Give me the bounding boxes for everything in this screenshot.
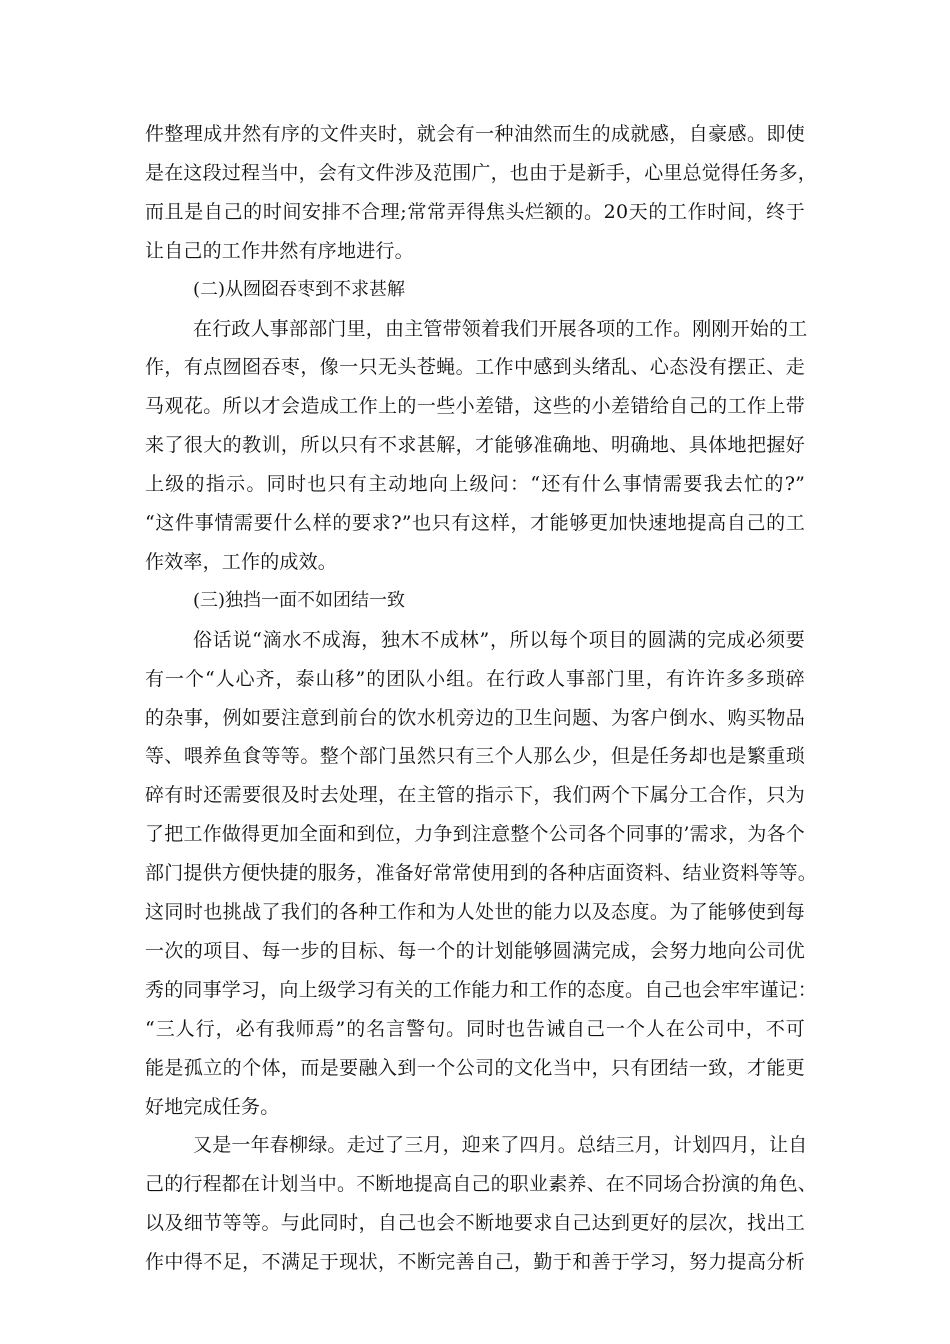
paragraph-line: 件整理成井然有序的文件夹时，就会有一种油然而生的成就感，自豪感。即使: [145, 123, 805, 145]
paragraph-line: 秀的同事学习，向上级学习有关的工作能力和工作的态度。自己也会牢牢谨记：: [145, 979, 818, 1001]
section-heading: (二)从囫囵吞枣到不求甚解: [193, 279, 406, 300]
paragraph-line: 是在这段过程当中，会有文件涉及范围广，也由于是新手，心里总觉得任务多，: [145, 162, 818, 184]
paragraph-line: 有一个“人心齐，泰山移”的团队小组。在行政人事部门里，有许许多多琐碎: [145, 668, 805, 690]
paragraph-line: 而且是自己的时间安排不合理;常常弄得焦头烂额的。20天的工作时间，终于: [145, 201, 805, 223]
paragraph-line: 马观花。所以才会造成工作上的一些小差错，这些的小差错给自己的工作上带: [145, 395, 805, 417]
paragraph-line: 作效率，工作的成效。: [145, 551, 338, 573]
paragraph-line: 以及细节等等。与此同时，自己也会不断地要求自己达到更好的层次，找出工: [145, 1212, 805, 1234]
paragraph-line: 部门提供方便快捷的服务，准备好常常使用到的各种店面资料、结业资料等等。: [145, 862, 818, 884]
paragraph-line: “三人行，必有我师焉”的名言警句。同时也告诫自己一个人在公司中，不可: [145, 1018, 805, 1040]
paragraph-line: 碎有时还需要很及时去处理，在主管的指示下，我们两个下属分工合作，只为: [145, 784, 805, 806]
paragraph-line: 让自己的工作井然有序地进行。: [145, 240, 414, 262]
paragraph-line: 作，有点囫囵吞枣，像一只无头苍蝇。工作中感到头绪乱、心态没有摆正、走: [145, 356, 805, 378]
paragraph-line: 能是孤立的个体，而是要融入到一个公司的文化当中，只有团结一致，才能更: [145, 1057, 805, 1079]
paragraph-first-line: 俗话说“滴水不成海，独木不成林”，所以每个项目的圆满的完成必须要: [193, 629, 805, 651]
paragraph-first-line: 又是一年春柳绿。走过了三月，迎来了四月。总结三月，计划四月，让自: [193, 1134, 808, 1156]
paragraph-line: 等、喂养鱼食等等。整个部门虽然只有三个人那么少，但是任务却也是繁重琐: [145, 745, 805, 767]
paragraph-line: 了把工作做得更加全面和到位，力争到注意整个公司各个同事的’需求，为各个: [145, 823, 805, 845]
paragraph-line: 的杂事，例如要注意到前台的饮水机旁边的卫生问题、为客户倒水、购买物品: [145, 707, 805, 729]
paragraph-line: 这同时也挑战了我们的各种工作和为人处世的能力以及态度。为了能够使到每: [145, 901, 805, 923]
paragraph-line: “这件事情需要什么样的要求?”也只有这样，才能够更加快速地提高自己的工: [145, 512, 805, 534]
paragraph-line: 作中得不足，不满足于现状，不断完善自己，勤于和善于学习，努力提高分析: [145, 1251, 805, 1273]
paragraph-line: 上级的指示。同时也只有主动地向上级问：“还有什么事情需要我去忙的?”: [145, 473, 805, 495]
paragraph-line: 来了很大的教训，所以只有不求甚解，才能够准确地、明确地、具体地把握好: [145, 434, 805, 456]
paragraph-first-line: 在行政人事部部门里，由主管带领着我们开展各项的工作。刚刚开始的工: [193, 318, 808, 340]
paragraph-line: 一次的项目、每一步的目标、每一个的计划能够圆满完成，会努力地向公司优: [145, 940, 805, 962]
paragraph-line: 好地完成任务。: [145, 1096, 280, 1118]
section-heading: (三)独挡一面不如团结一致: [193, 590, 406, 611]
paragraph-line: 己的行程都在计划当中。不断地提高自己的职业素养、在不同场合扮演的角色、: [145, 1173, 818, 1195]
